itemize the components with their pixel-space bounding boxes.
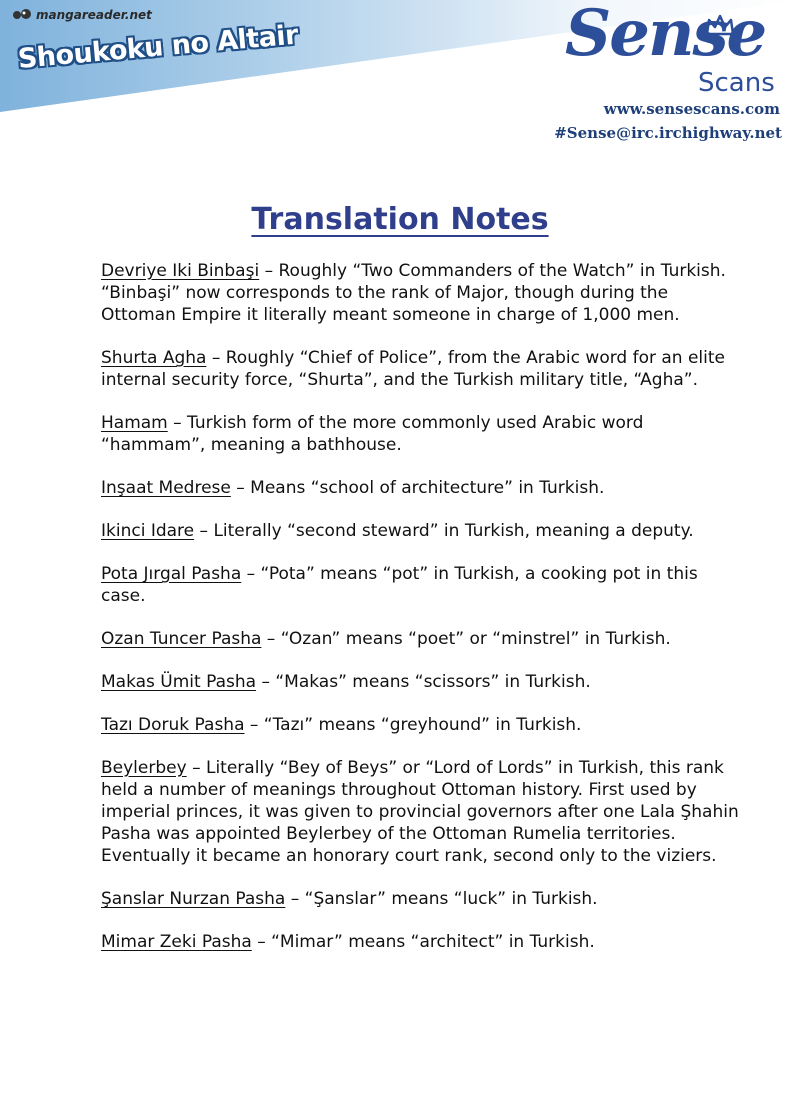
note-text: – Literally “Bey of Beys” or “Lord of Lords” in Turkish, this rank held a number of meanings throughout Ottoman history. First used by imperial princes, it was given to provincial governors after one Lala Şhahin Pasha was appointed Beylerbey of the Ottoman Rumelia territories. Eventually it became an honorary court rank, second only to the viziers. <box>101 758 739 866</box>
note-item <box>101 347 741 391</box>
note-text: – “Şanslar” means “luck” in Turkish. <box>285 889 598 909</box>
note-item <box>101 888 741 910</box>
note-term: Inşaat Medrese <box>101 478 231 498</box>
note-term: Mimar Zeki Pasha <box>101 932 252 952</box>
note-term: Beylerbey <box>101 758 187 778</box>
note-item <box>101 520 741 542</box>
page-title: Translation Notes <box>251 202 549 237</box>
note-text: – “Tazı” means “greyhound” in Turkish. <box>244 715 582 735</box>
note-item <box>101 671 741 693</box>
series-title: Shoukoku no Altair <box>16 19 300 75</box>
header-banner <box>0 0 800 112</box>
group-url[interactable]: www.sensescans.com <box>603 100 780 118</box>
mangareader-logo-icon <box>12 8 32 22</box>
note-term: Makas Ümit Pasha <box>101 672 257 692</box>
site-logo-text: mangareader.net <box>36 8 152 22</box>
note-text: – Means “school of architecture” in Turkish. <box>230 478 605 498</box>
group-logo-sub: Scans <box>698 68 775 98</box>
notes-list <box>101 260 741 974</box>
note-item <box>101 477 741 499</box>
group-logo-word: Sense <box>565 0 766 71</box>
page-title-wrap <box>0 202 800 237</box>
note-item <box>101 563 741 607</box>
note-text: – “Mimar” means “architect” in Turkish. <box>251 932 595 952</box>
crown-icon <box>705 14 735 36</box>
note-text: – Roughly “Two Commanders of the Watch” in Turkish. “Binbaşi” now corresponds to the rank of Major, though during the Ottoman Empire it literally meant someone in charge of 1,000 men. <box>101 261 726 325</box>
note-item <box>101 931 741 953</box>
note-text: – “Pota” means “pot” in Turkish, a cooking pot in this case. <box>101 564 698 606</box>
note-term: Devriye Iki Binbaşi <box>101 261 260 281</box>
note-term: Shurta Agha <box>101 348 207 368</box>
site-logo[interactable] <box>12 8 152 22</box>
note-item <box>101 628 741 650</box>
note-text: – “Makas” means “scissors” in Turkish. <box>256 672 591 692</box>
note-term: Hamam <box>101 413 168 433</box>
note-text: – Turkish form of the more commonly used Arabic word “hammam”, meaning a bathhouse. <box>101 413 644 455</box>
note-item <box>101 757 741 867</box>
note-term: Pota Jırgal Pasha <box>101 564 242 584</box>
note-item <box>101 714 741 736</box>
note-text: – Roughly “Chief of Police”, from the Arabic word for an elite internal security force, “Shurta”, and the Turkish military title, “Agha”. <box>101 348 726 390</box>
note-term: Ozan Tuncer Pasha <box>101 629 262 649</box>
note-item <box>101 260 741 326</box>
note-term: Ikinci Idare <box>101 521 195 541</box>
note-text: – “Ozan” means “poet” or “minstrel” in Turkish. <box>261 629 671 649</box>
note-term: Şanslar Nurzan Pasha <box>101 889 286 909</box>
note-term: Tazı Doruk Pasha <box>101 715 245 735</box>
note-text: – Literally “second steward” in Turkish, meaning a deputy. <box>194 521 694 541</box>
group-irc: #Sense@irc.irchighway.net <box>554 124 782 142</box>
note-item <box>101 412 741 456</box>
